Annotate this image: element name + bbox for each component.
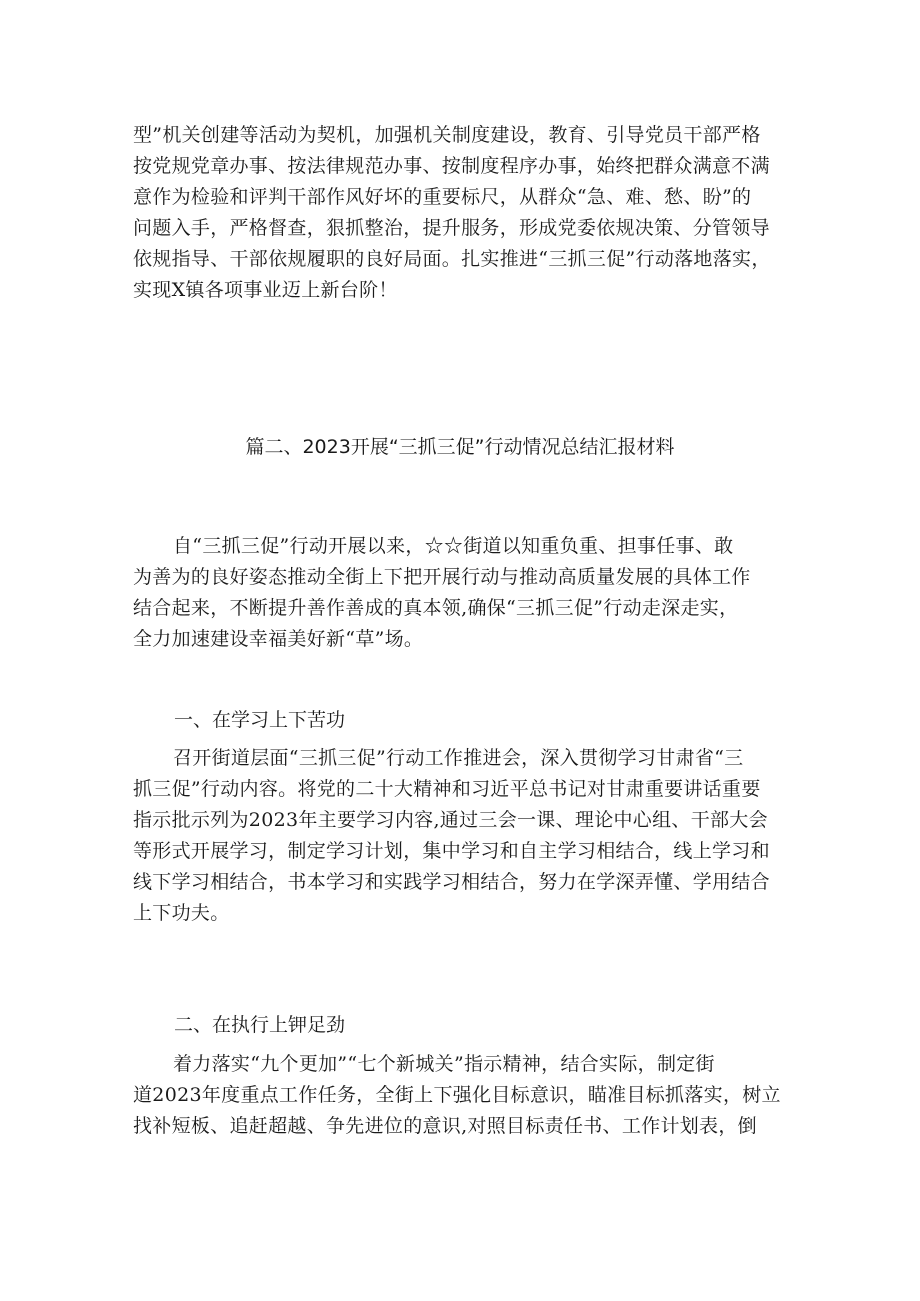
paragraph-intro <box>133 531 795 655</box>
text-line: 上下功夫。 <box>133 902 230 924</box>
text-line: 指示批示列为2023年主要学习内容,通过三会一课、理论中心组、干部大会 <box>133 809 768 831</box>
paragraph-continuation <box>133 120 795 306</box>
text-line: 型”机关创建等活动为契机，加强机关制度建设，教育、引导党员干部严格 <box>133 124 761 146</box>
text-line: 道2023年度重点工作任务，全街上下强化目标意识，瞄准目标抓落实，树立 <box>133 1084 781 1106</box>
text-line: 按党规党章办事、按法律规范办事、按制度程序办事，始终把群众满意不满 <box>133 155 770 177</box>
text-line: 找补短板、追赶超越、争先进位的意识,对照目标责任书、工作计划表，倒 <box>133 1115 757 1137</box>
text-line: 自“三抓三促”行动开展以来，☆☆街道以知重负重、担事任事、敢 <box>173 535 734 557</box>
section-heading-study: 一、在学习上下苦功 <box>174 709 346 731</box>
text-line: 实现X镇各项事业迈上新台阶！ <box>133 279 398 301</box>
text-line: 线下学习相结合，书本学习和实践学习相结合，努力在学深弄懂、学用结合 <box>133 871 770 893</box>
text-line: 问题入手，严格督查，狠抓整治，提升服务，形成党委依规决策、分管领导 <box>133 217 770 239</box>
paragraph-execution <box>133 1049 795 1142</box>
text-line: 结合起来，不断提升善作善成的真本领,确保“三抓三促”行动走深走实， <box>133 597 739 619</box>
text-line: 抓三促”行动内容。将党的二十大精神和习近平总书记对甘肃重要讲话重要 <box>133 778 761 800</box>
section-heading-execution: 二、在执行上钾足劲 <box>174 1014 346 1036</box>
text-line: 等形式开展学习，制定学习计划，集中学习和自主学习相结合，线上学习和 <box>133 840 770 862</box>
text-line: 意作为检验和评判干部作风好坏的重要标尺，从群众“急、难、愁、盼”的 <box>133 186 752 208</box>
text-line: 依规指导、干部依规履职的良好局面。扎实推进“三抓三促”行动落地落实， <box>133 248 771 270</box>
text-line: 召开街道层面“三抓三促”行动工作推进会，深入贯彻学习甘肃省“三 <box>173 747 744 769</box>
text-line: 为善为的良好姿态推动全街上下把开展行动与推动高质量发展的具体工作 <box>133 566 751 588</box>
text-line: 着力落实“九个更加”“七个新城关”指示精神，结合实际，制定街 <box>173 1053 715 1075</box>
document-title: 篇二、2023开展“三抓三促”行动情况总结汇报材料 <box>245 436 675 458</box>
paragraph-study <box>133 743 795 929</box>
text-line: 全力加速建设幸福美好新“草”场。 <box>133 628 424 650</box>
